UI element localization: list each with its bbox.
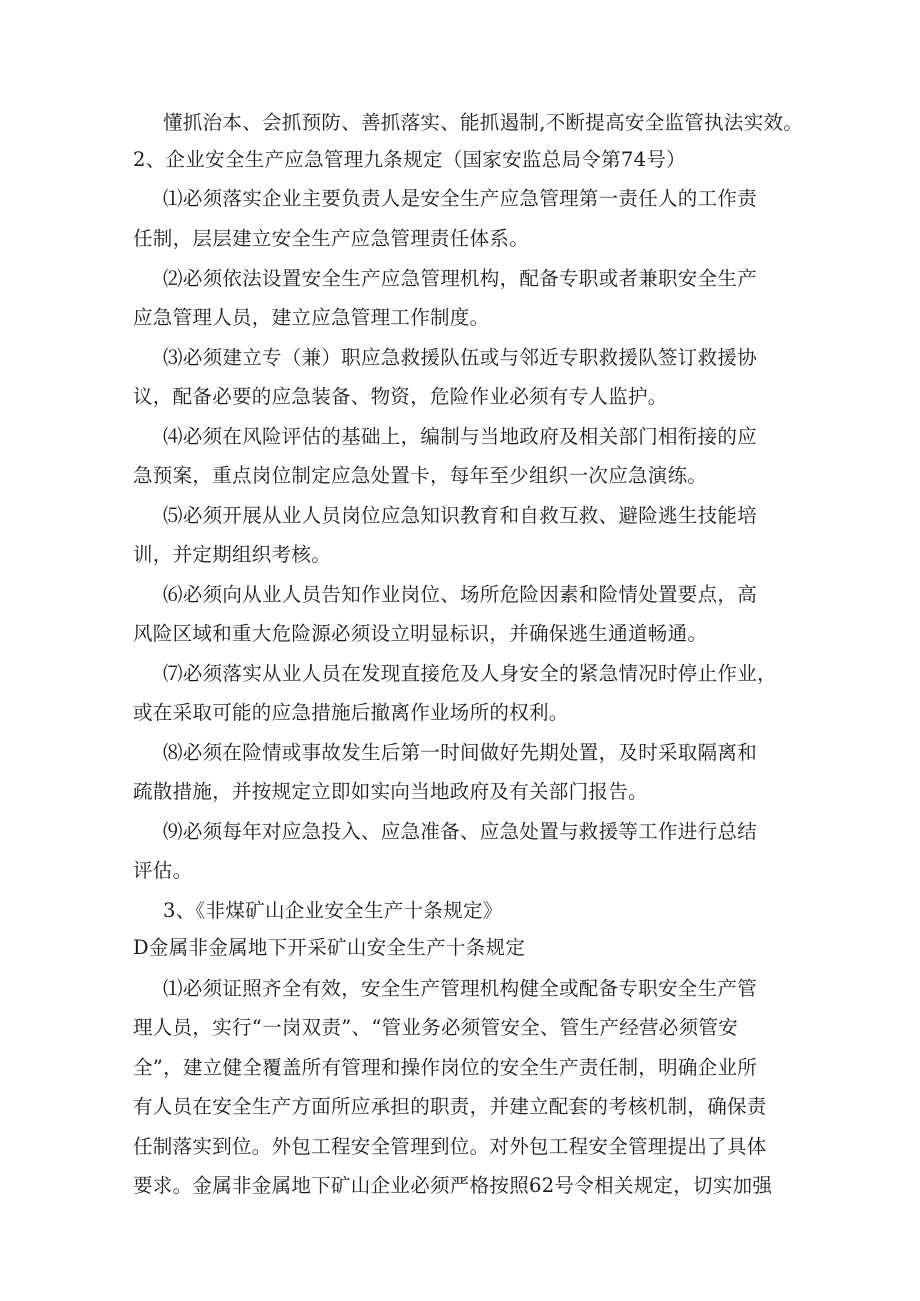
text-line-20: 评估。 <box>133 859 193 882</box>
text-line-16: 或在采取可能的应急措施后撤离作业场所的权利。 <box>133 701 569 724</box>
text-line-17: ⑻必须在险情或事故发生后第一时间做好先期处置，及时采取隔离和 <box>163 741 758 764</box>
text-line-27: 任制落实到位。外包工程安全管理到位。对外包工程安全管理提出了具体 <box>133 1135 767 1158</box>
text-line-12: 训，并定期组织考核。 <box>133 543 332 566</box>
text-line-5: ⑵必须依法设置安全生产应急管理机构，配备专职或者兼职安全生产 <box>163 267 758 290</box>
text-line-10: 急预案，重点岗位制定应急处置卡，每年至少组织一次应急演练。 <box>133 464 708 487</box>
text-line-7: ⑶必须建立专（兼）职应急救援队伍或与邻近专职救援队签订救援协 <box>163 346 758 369</box>
text-line-13: ⑹必须向从业人员告知作业岗位、场所危险因素和险情处置要点，高 <box>163 583 758 606</box>
subsection-heading: D金属非金属地下开采矿山安全生产十条规定 <box>133 936 526 959</box>
text-line-24: 理人员，实行“一岗双责”、“管业务必须管安全、管生产经营必须管安 <box>133 1016 739 1039</box>
section-heading-2: 2、企业安全生产应急管理九条规定（国家安监总局令第74号） <box>133 148 686 171</box>
section-heading-3: 3、《非煤矿山企业安全生产十条规定》 <box>163 899 503 922</box>
text-line-15: ⑺必须落实从业人员在发现直接危及人身安全的紧急情况时停止作业， <box>163 662 777 685</box>
text-line-1: 懂抓治本、会抓预防、善抓落实、能抓遏制,不断提高安全监管执法实效。 <box>163 111 804 134</box>
text-line-23: ⑴必须证照齐全有效，安全生产管理机构健全或配备专职安全生产管 <box>163 977 758 1000</box>
text-line-8: 议，配备必要的应急装备、物资，危险作业必须有专人监护。 <box>133 385 668 408</box>
text-line-3: ⑴必须落实企业主要负责人是安全生产应急管理第一责任人的工作责 <box>163 187 758 210</box>
text-line-18: 疏散措施，并按规定立即如实向当地政府及有关部门报告。 <box>133 780 648 803</box>
text-line-4: 任制，层层建立安全生产应急管理责任体系。 <box>133 227 530 250</box>
text-line-19: ⑼必须每年对应急投入、应急准备、应急处置与救援等工作进行总结 <box>163 820 758 843</box>
text-line-26: 有人员在安全生产方面所应承担的职责，并建立配套的考核机制，确保责 <box>133 1095 767 1118</box>
text-line-14: 风险区域和重大危险源必须设立明显标识，并确保逃生通道畅通。 <box>133 622 708 645</box>
text-line-6: 应急管理人员，建立应急管理工作制度。 <box>133 306 490 329</box>
text-line-28: 要求。金属非金属地下矿山企业必须严格按照62号令相关规定，切实加强 <box>133 1174 773 1197</box>
text-line-11: ⑸必须开展从业人员岗位应急知识教育和自救互救、避险逃生技能培 <box>163 504 758 527</box>
text-line-9: ⑷必须在风险评估的基础上，编制与当地政府及相关部门相衔接的应 <box>163 425 758 448</box>
text-line-25: 全”，建立健全覆盖所有管理和操作岗位的安全生产责任制，明确企业所 <box>133 1056 758 1079</box>
